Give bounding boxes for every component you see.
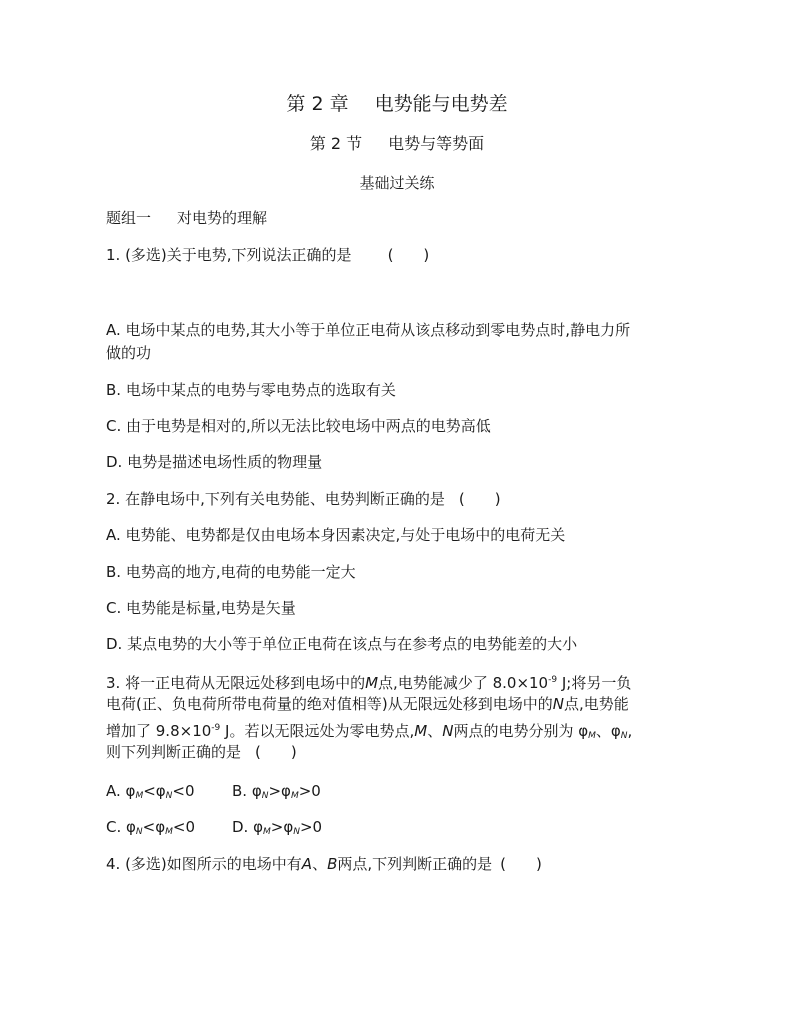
point-b-label: B bbox=[327, 855, 338, 873]
text-run: 、φ bbox=[595, 722, 621, 740]
text-run: J。若以无限远处为零电势点, bbox=[220, 722, 415, 740]
answer-blank: ( ) bbox=[387, 246, 430, 264]
question-1-stem bbox=[106, 245, 429, 265]
chapter-title: 电势能与电势差 bbox=[374, 93, 508, 115]
section-title: 电势与等势面 bbox=[388, 134, 485, 153]
question-2-stem bbox=[106, 489, 501, 509]
question-3-option-c bbox=[106, 817, 195, 842]
point-a-label: A bbox=[301, 855, 313, 873]
question-3-option-d bbox=[232, 817, 322, 842]
text-run: <0 bbox=[172, 782, 195, 800]
subscript: M bbox=[165, 827, 173, 837]
answer-blank: ( ) bbox=[500, 855, 542, 873]
text-run: >0 bbox=[299, 818, 323, 836]
question-3-option-b bbox=[232, 781, 321, 806]
question-1-option-d bbox=[106, 452, 322, 472]
question-3-line-2 bbox=[106, 694, 629, 714]
text-run: >0 bbox=[298, 782, 321, 800]
text-run: 则下列判断正确的是 bbox=[106, 743, 242, 761]
question-3-option-a bbox=[106, 781, 195, 806]
question-3-line-1 bbox=[106, 670, 631, 693]
exponent: -9 bbox=[211, 723, 221, 733]
text-run: 点,电势能 bbox=[563, 695, 629, 713]
text-run: J;将另一负 bbox=[557, 674, 632, 692]
subscript: N bbox=[261, 791, 269, 801]
chapter-number: 第 2 章 bbox=[286, 93, 349, 115]
text-run: 增加了 9.8×10 bbox=[106, 722, 212, 740]
question-1-option-a bbox=[106, 320, 630, 340]
subscript: M bbox=[290, 791, 299, 801]
option-text: A. 电势能、电势都是仅由电场本身因素决定,与处于电场中的电荷无关 bbox=[106, 526, 566, 544]
point-n-label: N bbox=[442, 722, 454, 740]
text-run: <φ bbox=[143, 782, 166, 800]
option-text: A. 电场中某点的电势,其大小等于单位正电荷从该点移动到零电势点时,静电力所 bbox=[106, 321, 631, 339]
subscript: N bbox=[135, 827, 143, 837]
text-run: 两点的电势分别为 φ bbox=[453, 722, 589, 740]
group-heading bbox=[106, 208, 267, 228]
question-2-text: 2. 在静电场中,下列有关电势能、电势判断正确的是 bbox=[106, 490, 445, 508]
question-1-option-c bbox=[106, 416, 491, 436]
section-heading bbox=[0, 134, 794, 154]
text-run: 3. 将一正电荷从无限远处移到电场中的 bbox=[106, 674, 366, 692]
answer-blank: ( ) bbox=[458, 490, 501, 508]
subscript: M bbox=[135, 791, 144, 801]
text-run: C. φ bbox=[106, 818, 136, 836]
question-1-option-a-continued bbox=[106, 343, 151, 363]
text-run: 、 bbox=[312, 855, 328, 873]
text-run: 电荷(正、负电荷所带电荷量的绝对值相等)从无限远处移到电场中的 bbox=[106, 695, 553, 713]
text-run: <φ bbox=[142, 818, 166, 836]
point-m-label: M bbox=[414, 722, 428, 740]
question-1-option-b bbox=[106, 380, 396, 400]
text-run: A. φ bbox=[106, 782, 136, 800]
text-run: 两点,下列判断正确的是 bbox=[337, 855, 493, 873]
question-4-stem bbox=[106, 854, 542, 874]
chapter-heading bbox=[0, 92, 794, 116]
text-run: >φ bbox=[270, 818, 294, 836]
section-number: 第 2 节 bbox=[309, 134, 363, 153]
option-text: B. 电势高的地方,电荷的电势能一定大 bbox=[106, 563, 356, 581]
subscript: N bbox=[165, 791, 173, 801]
drill-title-text: 基础过关练 bbox=[359, 174, 435, 192]
text-run: , bbox=[627, 722, 633, 740]
question-3-line-4 bbox=[106, 742, 297, 762]
subscript: N bbox=[293, 827, 300, 837]
subscript: N bbox=[620, 731, 628, 741]
question-2-option-a bbox=[106, 525, 565, 545]
text-run: D. φ bbox=[232, 818, 263, 836]
text-run: <0 bbox=[172, 818, 195, 836]
text-run: 4. (多选)如图所示的电场中有 bbox=[106, 855, 302, 873]
group-title: 对电势的理解 bbox=[177, 209, 268, 227]
text-run: B. φ bbox=[232, 782, 262, 800]
question-2-option-c bbox=[106, 598, 296, 618]
question-2-option-d bbox=[106, 634, 577, 654]
group-label: 题组一 bbox=[106, 209, 152, 227]
answer-blank: ( ) bbox=[255, 743, 297, 761]
exponent: -9 bbox=[548, 675, 558, 685]
option-text: D. 某点电势的大小等于单位正电荷在该点与在参考点的电势能差的大小 bbox=[106, 635, 578, 653]
point-m-label: M bbox=[365, 674, 379, 692]
option-text: D. 电势是描述电场性质的物理量 bbox=[106, 453, 323, 471]
option-text: 做的功 bbox=[106, 344, 152, 362]
option-text: B. 电场中某点的电势与零电势点的选取有关 bbox=[106, 381, 396, 399]
question-2-option-b bbox=[106, 562, 356, 582]
text-run: 、 bbox=[427, 722, 443, 740]
option-text: C. 电势能是标量,电势是矢量 bbox=[106, 599, 296, 617]
question-1-text: 1. (多选)关于电势,下列说法正确的是 bbox=[106, 246, 352, 264]
subscript: M bbox=[262, 827, 271, 837]
point-n-label: N bbox=[552, 695, 564, 713]
option-text: C. 由于电势是相对的,所以无法比较电场中两点的电势高低 bbox=[106, 417, 491, 435]
subscript: M bbox=[588, 731, 596, 741]
text-run: 点,电势能减少了 8.0×10 bbox=[378, 674, 549, 692]
drill-title bbox=[0, 173, 794, 193]
text-run: >φ bbox=[268, 782, 291, 800]
